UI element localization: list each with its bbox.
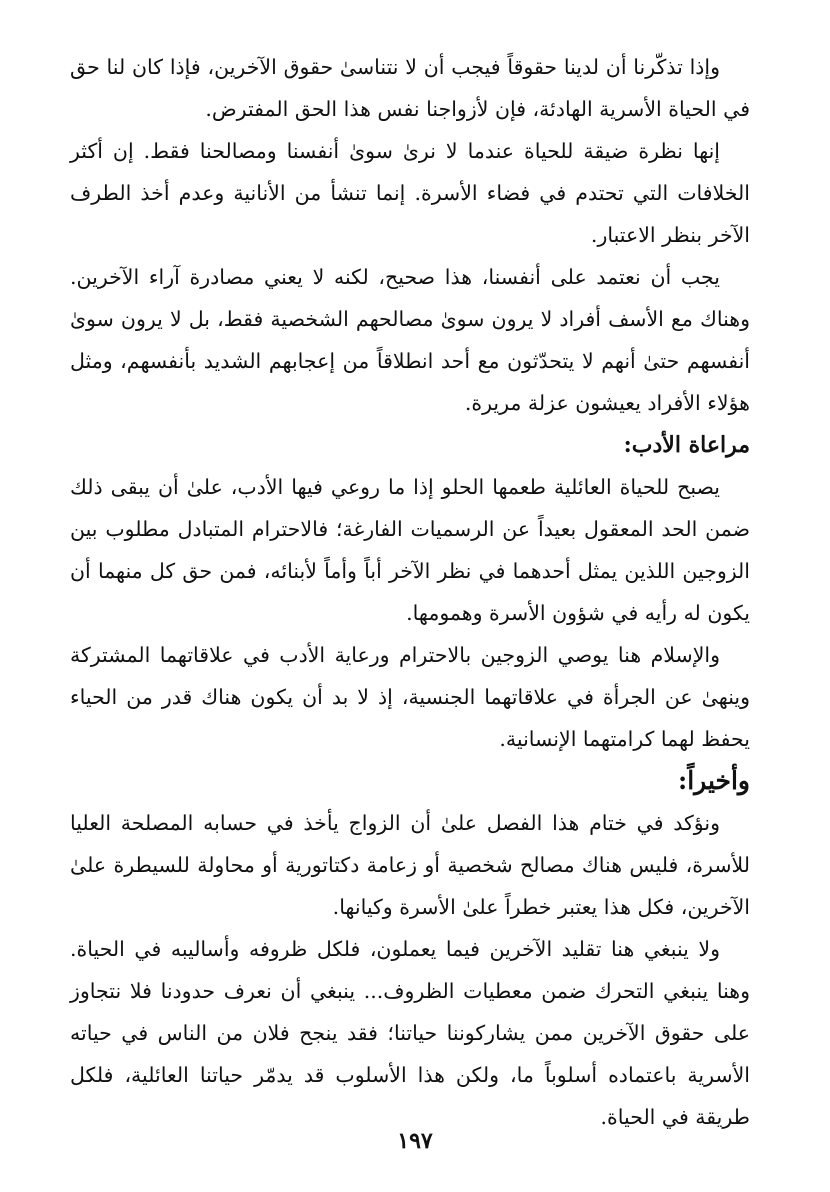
section-heading-finally: وأخيراً:: [678, 766, 750, 795]
paragraph-rights: وإذا تذكّرنا أن لدينا حقوقاً فيجب أن لا نتناسىٰ حقوق الآخرين، فإذا كان لنا حق في الحياة الأسرية الهادئة، فإن لأزواجنا نفس هذا الحق المفترض.: [70, 55, 750, 121]
paragraph-islam-advice: والإسلام هنا يوصي الزوجين بالاحترام ورعاية الأدب في علاقاتهما المشتركة وينهىٰ عن الجرأة في علاقاتهما الجنسية، إذ لا بد أن يكون هناك قدر من الحياء يحفظ لهما كرامتهما الإنسانية.: [70, 643, 750, 751]
paragraph-narrow-view: إنها نظرة ضيقة للحياة عندما لا نرىٰ سوىٰ أنفسنا ومصالحنا فقط. إن أكثر الخلافات التي تحتدم في فضاء الأسرة. إنما تنشأ من الأنانية وعدم أخذ الطرف الآخر بنظر الاعتبار.: [70, 139, 750, 247]
paragraph-imitation: ولا ينبغي هنا تقليد الآخرين فيما يعملون، فلكل ظروفه وأساليبه في الحياة. وهنا ينبغي التحرك ضمن معطيات الظروف... ينبغي أن نعرف حدودنا فلا نتجاوز على حقوق الآخرين ممن يشاركوننا حياتنا؛ فقد ينجح فلان من الناس في حياته الأسرية باعتماده أسلوباً ما، ولكن هذا الأسلوب قد يدمّر حياتنا العائلية، فلكل طريقة في الحياة.: [70, 937, 750, 1129]
page-number: ١٩٧: [397, 1128, 433, 1154]
paragraph-self-reliance: يجب أن نعتمد على أنفسنا، هذا صحيح، لكنه لا يعني مصادرة آراء الآخرين. وهناك مع الأسف أفراد لا يرون سوىٰ مصالحهم الشخصية فقط، بل لا يرون سوىٰ أنفسهم حتىٰ أنهم لا يتحدّثون مع أحد انطلاقاً من إعجابهم الشديد بأنفسهم، ومثل هؤلاء الأفراد يعيشون عزلة مريرة.: [70, 265, 750, 415]
paragraph-conclusion: ونؤكد في ختام هذا الفصل علىٰ أن الزواج يأخذ في حسابه المصلحة العليا للأسرة، فليس هناك مصالح شخصية أو زعامة دكتاتورية أو محاولة للسيطرة علىٰ الآخرين، فكل هذا يعتبر خطراً علىٰ الأسرة وكيانها.: [70, 811, 750, 919]
page-body: [70, 46, 750, 1138]
section-heading-manners: مراعاة الأدب:: [623, 432, 750, 458]
paragraph-family-life: يصبح للحياة العائلية طعمها الحلو إذا ما روعي فيها الأدب، علىٰ أن يبقى ذلك ضمن الحد المعقول بعيداً عن الرسميات الفارغة؛ فالاحترام المتبادل مطلوب بين الزوجين اللذين يمثل أحدهما في نظر الآخر أباً وأماً لأبنائه، فمن حق كل منهما أن يكون له رأيه في شؤون الأسرة وهمومها.: [70, 475, 750, 625]
